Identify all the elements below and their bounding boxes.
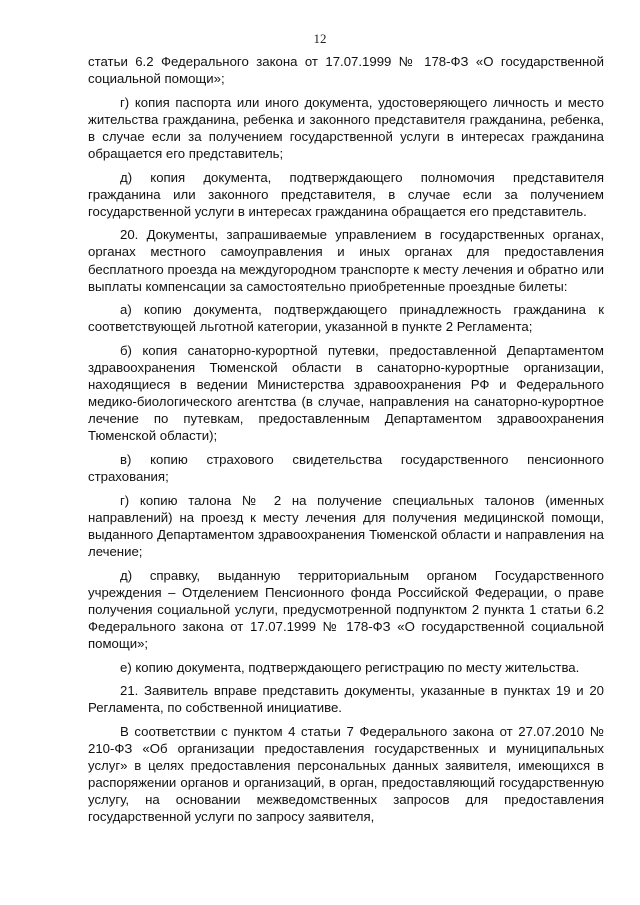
document-body [88,53,604,832]
paragraph: статьи 6.2 Федерального закона от 17.07.1999 № 178-ФЗ «О государственной социальной помощи»; [88,54,604,87]
paragraph: г) копию талона № 2 на получение специальных талонов (именных направлений) на проезд к месту лечения для получения медицинской помощи, выданного Департаментом здравоохранения Тюменской области и направления на лечение; [88,492,604,559]
paragraph: б) копия санаторно-курортной путевки, предоставленной Департаментом здравоохранения Тюменской области в санаторно-курортные организации, находящиеся в ведении Министерства здравоохранения РФ и Федерального медико-биологического агентства (в случае, направления на санаторно-курортное лечение по путевкам, предоставленным Департаментом здравоохранения Тюменской области); [88,342,604,444]
paragraph: д) справку, выданную территориальным органом Государственного учреждения – Отделением Пенсионного фонда Российской Федерации, о праве получения социальной услуги, предусмотренной подпунктом 2 пункта 1 статьи 6.2 Федерального закона от 17.07.1999 № 178-ФЗ «О государственной социальной помощи»; [88,567,604,651]
page-number: 12 [313,31,327,46]
paragraph: д) копия документа, подтверждающего полномочия представителя гражданина или законного представителя, в случае если за получением государственной услуги в интересах гражданина обращается его представитель. [88,169,604,219]
paragraph: В соответствии с пунктом 4 статьи 7 Федерального закона от 27.07.2010 № 210-ФЗ «Об организации предоставления государственных и муниципальных услуг» в целях предоставления персональных данных заявителя, имеющихся в распоряжении органов и организаций, в орган, предоставляющий государственную услугу, на основании межведомственных запросов для предоставления государственной услуги по запросу заявителя, [88,723,604,825]
paragraph: а) копию документа, подтверждающего принадлежность гражданина к соответствующей льготной категории, указанной в пункте 2 Регламента; [88,302,604,335]
paragraph: г) копия паспорта или иного документа, удостоверяющего личность и место жительства гражданина, ребенка и законного представителя гражданина, ребенка, в случае если за получением государственной услуги в интересах гражданина обращается его представитель; [88,94,604,161]
paragraph: 21. Заявитель вправе представить документы, указанные в пунктах 19 и 20 Регламента, по собственной инициативе. [88,683,604,716]
paragraph: е) копию документа, подтверждающего регистрацию по месту жительства. [120,659,580,675]
paragraph: в) копию страхового свидетельства государственного пенсионного страхования; [88,451,604,485]
paragraph: 20. Документы, запрашиваемые управлением в государственных органах, органах местного самоуправления и иных органах для предоставления бесплатного проезда на междугородном транспорте к месту лечения и обратно или выплаты компенсации за самостоятельно приобретенные проездные билеты: [88,227,604,294]
